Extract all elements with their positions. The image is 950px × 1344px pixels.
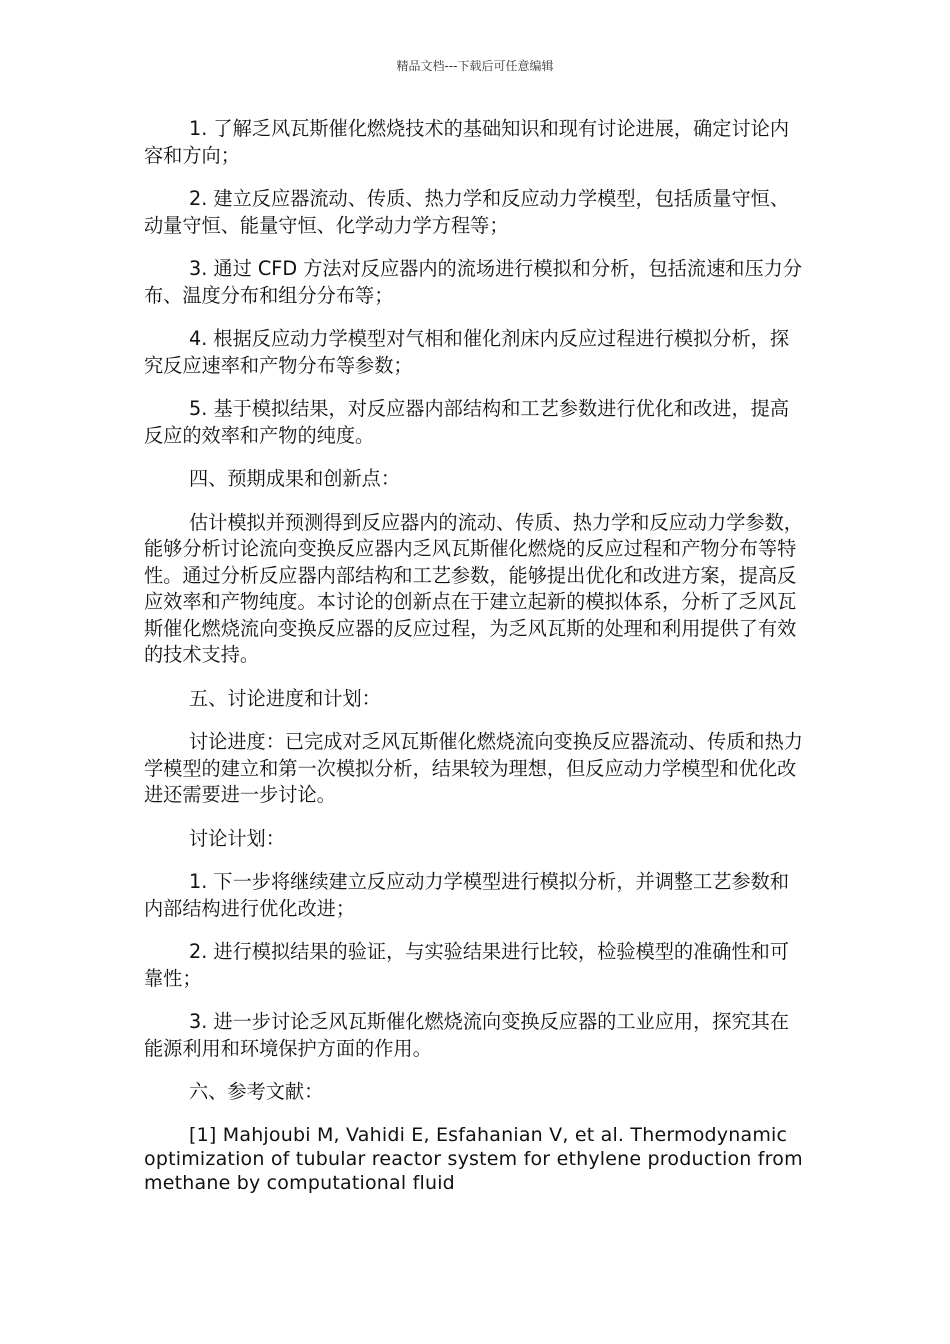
- task-item-2: 2. 建立反应器流动、传质、热力学和反应动力学模型，包括质量守恒、动量守恒、能量守恒、化学动力学方程等；: [144, 187, 790, 237]
- plan-item-2: 2. 进行模拟结果的验证，与实验结果进行比较，检验模型的准确性和可靠性；: [144, 940, 790, 990]
- plan-item-1: 1. 下一步将继续建立反应动力学模型进行模拟分析，并调整工艺参数和内部结构进行优化改进；: [144, 870, 790, 920]
- task-item-5: 5. 基于模拟结果，对反应器内部结构和工艺参数进行优化和改进，提高反应的效率和产物的纯度。: [144, 397, 790, 447]
- document-body: [144, 116, 808, 1212]
- page-header: 精品文档---下载后可任意编辑: [396, 59, 554, 73]
- section-heading-references: 六、参考文献：: [189, 1080, 324, 1103]
- task-item-1: 1. 了解乏风瓦斯催化燃烧技术的基础知识和现有讨论进展，确定讨论内容和方向；: [144, 117, 790, 167]
- task-item-3: 3. 通过 CFD 方法对反应器内的流场进行模拟和分析，包括流速和压力分布、温度分布和组分分布等；: [144, 257, 803, 307]
- plan-heading: 讨论计划：: [189, 826, 285, 850]
- section-heading-progress-plan: 五、讨论进度和计划：: [189, 686, 381, 710]
- task-item-4: 4. 根据反应动力学模型对气相和催化剂床内反应过程进行模拟分析，探究反应速率和产物分布等参数；: [144, 327, 790, 377]
- reference-1: [1] Mahjoubi M, Vahidi E, Esfahanian V, et al. Thermodynamic optimization of tubular reactor system for ethylene production from methane by computational fluid: [144, 1123, 803, 1194]
- progress-paragraph: 讨论进度：已完成对乏风瓦斯催化燃烧流向变换反应器流动、传质和热力学模型的建立和第一次模拟分析，结果较为理想，但反应动力学模型和优化改进还需要进一步讨论。: [144, 730, 803, 806]
- section-heading-expected-results: 四、预期成果和创新点：: [189, 467, 401, 490]
- plan-item-3: 3. 进一步讨论乏风瓦斯催化燃烧流向变换反应器的工业应用，探究其在能源利用和环境保护方面的作用。: [144, 1010, 790, 1060]
- expected-results-paragraph: 估计模拟并预测得到反应器内的流动、传质、热力学和反应动力学参数，能够分析讨论流向变换反应器内乏风瓦斯催化燃烧的反应过程和产物分布等特性。通过分析反应器内部结构和工艺参数，能够提出优化和改进方案，提高反应效率和产物纯度。本讨论的创新点在于建立起新的模拟体系，分析了乏风瓦斯催化燃烧流向变换反应器的反应过程，为乏风瓦斯的处理和利用提供了有效的技术支持。: [144, 510, 803, 666]
